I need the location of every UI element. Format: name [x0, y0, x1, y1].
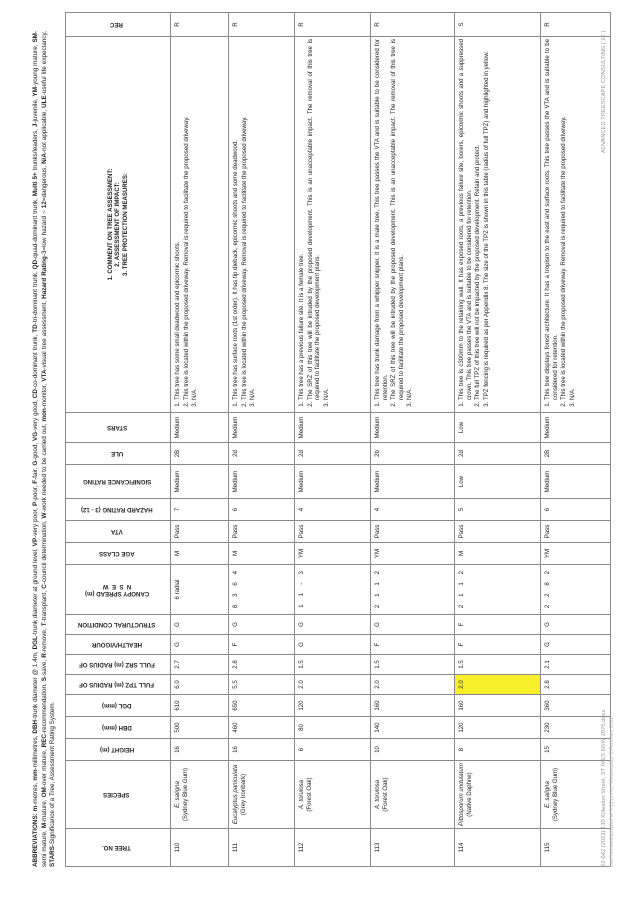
comment-item: 1. This tree has some small deadwood and epicormic shoots. [174, 39, 182, 400]
abbr-key: QD [32, 259, 39, 270]
comment-item: 2. The SRZ of this tree will be intruded by the proposed development. This is an unacceptable impact. The removal of this tree is required to facilitate the proposed development plans. [307, 39, 322, 400]
species-name: Pittosporum undulatum [458, 763, 465, 826]
dbh-cell: 230 [541, 717, 611, 739]
common-name: (Forest Oak) [305, 777, 313, 812]
footer-revised: Last revised/updated at 4:13 pm on Wednesday, 8 February 2023 [609, 716, 615, 867]
canopy-value: 6 [232, 582, 239, 586]
abbr-text: -over mature, [40, 747, 48, 788]
srz-cell: 1.5 [295, 655, 371, 675]
tree-number: 114 [455, 829, 541, 867]
age-cell: YM [371, 543, 455, 565]
common-name: (Grey Ironbark) [239, 773, 247, 816]
dgl-cell: 610 [171, 695, 229, 717]
comment-item: 2. The SRZ of this tree will be intruded by the proposed development. This is an unacceptable impact. The removal of this tree is required to facilitate the proposed development plans. [390, 39, 405, 400]
canopy-value: 1 [374, 593, 381, 597]
vta-cell: Pass [541, 521, 611, 543]
species-name: E. saligna [174, 781, 181, 808]
vta-cell: Pass [371, 521, 455, 543]
abbr-text: -millimetres, [32, 733, 39, 770]
species-name: Eucalyptus paniculata [232, 764, 239, 825]
header-height: HEIGHT (m) [66, 739, 171, 761]
abbr-text: -very good, [32, 398, 39, 432]
comment-item: 3. N/A. [569, 39, 577, 400]
dbh-cell: 500 [171, 717, 229, 739]
tpz-cell: 2.0 [455, 675, 541, 695]
vta-cell: Pass [171, 521, 229, 543]
abbr-key: SM [32, 33, 39, 43]
species-cell [455, 761, 541, 829]
species-cell [295, 761, 371, 829]
stars-cell: Low [455, 413, 541, 443]
abbr-key: ULE [40, 95, 48, 108]
structural-cell: G [371, 615, 455, 635]
abbr-text: -council determination, [40, 518, 48, 585]
abbr-key: DBH [32, 719, 39, 734]
canopy-cell [229, 565, 295, 615]
header-tpz: FULL TPZ (m) RADIUS OF [66, 675, 171, 695]
comment-cell [295, 37, 371, 413]
table-row [295, 13, 371, 867]
canopy-cell [371, 565, 455, 615]
header-age: AGE CLASS [66, 543, 171, 565]
age-cell: M [229, 543, 295, 565]
abbr-text: -very poor, [32, 505, 39, 538]
species-name: E. saligna [544, 781, 551, 808]
abbr-text: -juvenile, [32, 96, 39, 124]
hazard-cell: 4 [295, 499, 371, 521]
tpz-cell: 5.5 [229, 675, 295, 695]
vta-cell: Pass [229, 521, 295, 543]
abbr-key: R [40, 653, 48, 658]
abbr-key: W [40, 512, 48, 519]
canopy-cell [171, 565, 229, 615]
comment-item: 2. This tree is located within the proposed driveway. Removal is required to facilitate the proposed driveway. [241, 39, 249, 400]
dbh-cell: 460 [229, 717, 295, 739]
age-cell: YM [541, 543, 611, 565]
abbr-key: Hazard Rating [40, 256, 48, 299]
species-cell [541, 761, 611, 829]
significance-cell: Medium [371, 465, 455, 499]
canopy-value: 4 [232, 570, 239, 575]
abbr-key: C [40, 584, 48, 589]
comment-item: 1. This tree has trunk damage from a whipper snipper. It is a male tree. This tree passes the VTA and is suitable to be considered for retention. [374, 39, 389, 400]
canopy-value: 8 [544, 582, 551, 586]
abbr-text: -quad-dominant trunk, [32, 196, 39, 260]
stars-cell: Medium [171, 413, 229, 443]
canopy-value: 2 [544, 570, 551, 575]
table-row [229, 13, 295, 867]
footer-doc-name: 22-042 (2023) 130 Killeaton Street, ST IVES NSW 2075.docx [601, 709, 607, 867]
ule-cell: 2B [541, 443, 611, 465]
abbr-text: -metres, [32, 780, 39, 806]
abbr-key: YM [32, 87, 39, 97]
abbr-text: -Significance of a Tree, Assessment Rating System. [49, 701, 57, 847]
significance-cell: Low [455, 465, 541, 499]
comment-item: 1. This tree is c300mm to the retaining wall. It has exposed roots, a previous failure site, borers, epicormic shoots and a suppressed crown. This tree passes the VTA and is suitable to be considered for retention. [458, 39, 473, 400]
abbr-key: VG [32, 431, 39, 441]
tree-number: 112 [295, 829, 371, 867]
canopy-value: 1 [298, 592, 305, 597]
abbr-text: -semi mature, [32, 30, 48, 867]
ule-cell: 2d [455, 443, 541, 465]
height-cell: 16 [171, 739, 229, 761]
canopy-value: - [298, 582, 305, 585]
species-name: A. torulosa [374, 779, 381, 810]
comment-item: 2. This tree is located within the proposed driveway. Removal is required to facilitate the proposed driveway. [560, 39, 568, 400]
dbh-cell: 80 [295, 717, 371, 739]
comment-cell [171, 37, 229, 413]
abbr-text: -tri-dominant trunk, [32, 269, 39, 325]
header-vta: VTA [66, 521, 171, 543]
height-cell: 16 [229, 739, 295, 761]
tpz-cell: 2.0 [371, 675, 455, 695]
header-canopy: CANOPY SPREAD (m) N S E W [66, 565, 171, 615]
canopy-value: 3 [232, 593, 239, 597]
abbr-key: VTA [40, 369, 48, 382]
tree-number: 110 [171, 829, 229, 867]
rec-cell: R [541, 13, 611, 37]
abbr-key: F [32, 479, 39, 484]
table-row [455, 13, 541, 867]
health-cell: G [171, 635, 229, 655]
abbr-text: -good, [32, 440, 39, 461]
species-cell [371, 761, 455, 829]
structural-cell: G [541, 615, 611, 635]
significance-cell: Medium [229, 465, 295, 499]
tpz-cell: 6.0 [171, 675, 229, 695]
abbr-text: -3=low hazard ~ [40, 208, 48, 257]
srz-cell: 2.1 [541, 655, 611, 675]
comment-cell [455, 37, 541, 413]
hazard-cell: 6 [541, 499, 611, 521]
table-row [371, 13, 455, 867]
canopy-value: 1 [458, 582, 465, 586]
abbr-key: OM [40, 787, 48, 798]
abbr-key: J [32, 123, 39, 128]
canopy-value: 2 [374, 604, 381, 609]
structural-cell: F [455, 615, 541, 635]
ule-cell: 2B [171, 443, 229, 465]
canopy-cell [455, 565, 541, 615]
stars-cell: Medium [229, 413, 295, 443]
abbr-key: M [40, 822, 48, 829]
health-cell: G [295, 635, 371, 655]
height-cell: 10 [371, 739, 455, 761]
comment-cell [371, 37, 455, 413]
comment-item: 3. N/A. [249, 39, 257, 400]
table-row [541, 13, 611, 867]
tree-number: 111 [229, 829, 295, 867]
abbreviations-legend [32, 31, 58, 867]
species-cell [229, 761, 295, 829]
rec-cell: S [455, 13, 541, 37]
canopy-value: 1 [458, 593, 465, 597]
header-structural: STRUCTURAL CONDITION [66, 615, 171, 635]
abbr-key: VP [32, 537, 39, 547]
abbr-text: -co-dominant trunk, [32, 332, 39, 390]
canopy-cell [541, 565, 611, 615]
abbr-key: G [32, 460, 39, 466]
tpz-cell: 2.8 [541, 675, 611, 695]
abbr-text: -mature, [40, 797, 48, 823]
rec-cell: R [171, 13, 229, 37]
abbr-text: -monitor, [40, 381, 48, 409]
comment-item: 1. This tree has surface roots (1st order). It has tip dieback, epicormic shoots and some deadwood. [232, 39, 240, 400]
abbr-key: 12 [40, 201, 48, 209]
comment-item: 3. N/A. [406, 39, 414, 400]
comment-cell [229, 37, 295, 413]
structural-cell: G [171, 615, 229, 635]
header-stars: STARS [66, 413, 171, 443]
header-tree-no: TREE NO. [66, 829, 171, 867]
abbr-key: mon [40, 408, 48, 422]
abbr-text: -trunk diameter @ 1.4m, [32, 649, 39, 720]
rec-cell: R [229, 13, 295, 37]
comment-item: 1. This tree has a previous failure site. It is a female tree. [298, 39, 306, 400]
abbr-key: TD [32, 324, 39, 333]
abbr-key: mm [32, 769, 39, 781]
age-cell: YM [295, 543, 371, 565]
vta-cell: Pass [295, 521, 371, 543]
abbr-key: STARS [49, 846, 57, 867]
dbh-cell: 140 [371, 717, 455, 739]
abbr-key: REC [40, 734, 48, 748]
stars-cell: Medium [541, 413, 611, 443]
srz-cell: 2.7 [171, 655, 229, 675]
rec-cell: R [371, 13, 455, 37]
comment-item: 1. This tree displays forest architecture. It has a tropism to the east and surface roots. This tree passes the VTA and is suitable to be considered for retention. [544, 39, 559, 400]
health-cell: F [229, 635, 295, 655]
canopy-value: 2 [544, 604, 551, 609]
header-rec: REC [66, 13, 171, 37]
health-cell: G [541, 635, 611, 655]
canopy-value: 1 [298, 604, 305, 608]
header-dgl: DGL (mm) [66, 695, 171, 717]
comment-cell [541, 37, 611, 413]
srz-cell: 2.8 [229, 655, 295, 675]
tpz-cell: 2.0 [295, 675, 371, 695]
tree-number: 115 [541, 829, 611, 867]
comment-item: 2. The full TPZ of this tree will not be impacted by the proposed development. Retain and protect. [474, 39, 482, 400]
significance-cell: Medium [541, 465, 611, 499]
canopy-cell [295, 565, 371, 615]
canopy-value: 2 [374, 570, 381, 575]
health-cell: F [371, 635, 455, 655]
tree-assessment-table [65, 12, 611, 867]
abbr-key: DGL [32, 636, 39, 650]
stars-cell: Medium [371, 413, 455, 443]
abbr-key: ABBREVIATIONS: [32, 813, 39, 867]
table-row [171, 13, 229, 867]
dbh-cell: 120 [455, 717, 541, 739]
vta-cell: Pass [455, 521, 541, 543]
abbr-text: -fair, [32, 465, 39, 480]
ule-cell: 2b [371, 443, 455, 465]
health-cell: F [455, 635, 541, 655]
abbr-text: -poor, [32, 483, 39, 502]
abbr-key: P [32, 501, 39, 506]
abbr-text: -visual tree assessment, [40, 298, 48, 370]
common-name: (Native Daphne) [465, 772, 473, 817]
ule-cell: 2d [295, 443, 371, 465]
abbr-text: -transplant, [40, 588, 48, 623]
height-cell: 8 [455, 739, 541, 761]
abbr-text: -work needed to be carried out, [40, 421, 48, 513]
hazard-cell: 5 [455, 499, 541, 521]
abbr-key: CD [32, 389, 39, 399]
dgl-cell: 160 [371, 695, 455, 717]
dgl-cell: 120 [295, 695, 371, 717]
significance-cell: Medium [171, 465, 229, 499]
dgl-cell: 650 [229, 695, 295, 717]
abbr-text [32, 811, 39, 813]
common-name: (Forest Oak) [381, 777, 389, 812]
structural-cell: G [295, 615, 371, 635]
header-ule: ULE [66, 443, 171, 465]
significance-cell: Medium [295, 465, 371, 499]
header-dbh: DBH (mm) [66, 717, 171, 739]
srz-cell: 1.5 [371, 655, 455, 675]
canopy-value: 1 [374, 582, 381, 586]
header-hazard: HAZARD RATING (3 - 12) [66, 499, 171, 521]
rec-cell: R [295, 13, 371, 37]
abbr-key: N/A [40, 153, 48, 164]
comment-item: 2. This tree is located within the proposed driveway. Removal is required to facilitate the proposed driveway. [183, 39, 191, 400]
canopy-value: 2 [458, 570, 465, 575]
abbr-text: trunks/leaders, [32, 127, 39, 173]
abbr-key: S [40, 677, 48, 682]
abbr-text: -not applicable, [40, 107, 48, 154]
abbr-text: =dangerous, [40, 163, 48, 202]
structural-cell: G [229, 615, 295, 635]
comment-item: 3. TPZ fencing is required as per Appendix 8. The size of the TPZ is shown in this table (radius of full TPZ) and highlighted in yellow. [483, 39, 491, 400]
species-cell [171, 761, 229, 829]
header-comment: 1. COMMENT ON TREE ASSESSMENT: 2. ASSESSMENT OF IMPACT: 3. TREE PROTECTION MEASURES: [66, 37, 171, 413]
canopy-value: 6 radial [174, 579, 181, 600]
comment-item: 3. N/A. [191, 39, 199, 400]
common-name: (Sydney Blue Gum) [181, 767, 189, 822]
header-srz: FULL SRZ (m) RADIUS OF [66, 655, 171, 675]
dgl-cell: 160 [455, 695, 541, 717]
abbr-text: -trunk diameter at ground level, [32, 546, 39, 637]
abbr-text: -young mature, [32, 42, 39, 88]
footer-company: ADVANCED TREESCAPE CONSULTING [ 26 ] [601, 31, 607, 154]
hazard-cell: 7 [171, 499, 229, 521]
table-header-row [66, 13, 171, 867]
canopy-value: 2 [458, 604, 465, 609]
abbr-key: Multi 5+ [32, 172, 39, 197]
abbr-text: -useful life expectancy, [40, 31, 48, 96]
abbr-key: m [32, 805, 39, 812]
canopy-value: 8 [232, 604, 239, 609]
hazard-cell: 6 [229, 499, 295, 521]
stars-cell: Medium [295, 413, 371, 443]
species-name: A. torulosa [298, 779, 305, 810]
header-significance: SIGNIFICANCE RATING [66, 465, 171, 499]
dgl-cell: 360 [541, 695, 611, 717]
abbr-text: -save, [40, 657, 48, 677]
canopy-value: 3 [298, 571, 305, 575]
canopy-value: 2 [544, 593, 551, 597]
age-cell: M [171, 543, 229, 565]
header-species: SPECIES [66, 761, 171, 829]
height-cell: 15 [541, 739, 611, 761]
srz-cell: 1.5 [455, 655, 541, 675]
abbr-key: T [40, 622, 48, 627]
ule-cell: 2d [229, 443, 295, 465]
header-health: HEALTH/VIGOUR [66, 635, 171, 655]
age-cell: M [455, 543, 541, 565]
tree-number: 113 [371, 829, 455, 867]
height-cell: 6 [295, 739, 371, 761]
common-name: (Sydney Blue Gum) [551, 767, 559, 822]
hazard-cell: 4 [371, 499, 455, 521]
comment-item: 3. N/A. [323, 39, 331, 400]
abbr-text: -recommendation, [40, 681, 48, 735]
abbr-text: -remove, [40, 626, 48, 654]
